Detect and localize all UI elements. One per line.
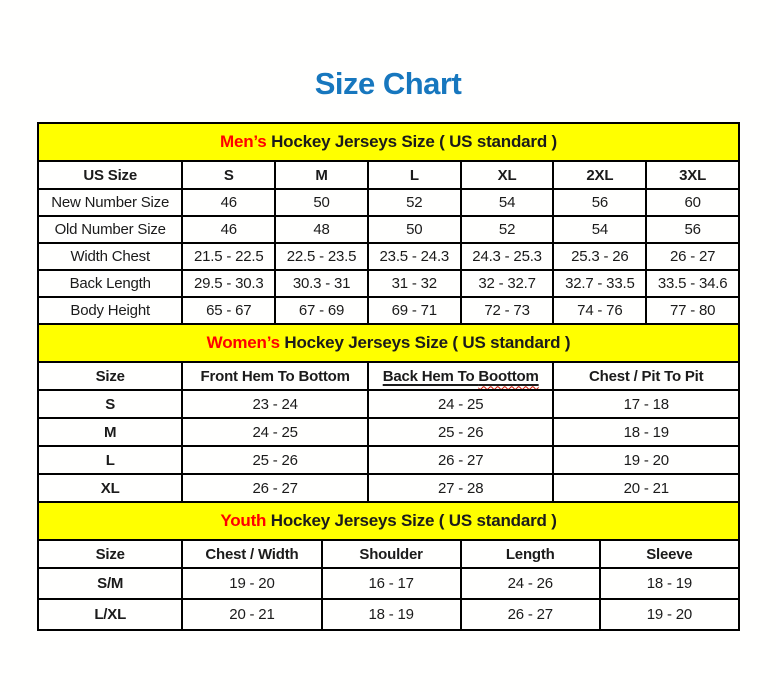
size-cell: 23 - 24 <box>182 390 368 418</box>
column-header: US Size <box>38 161 182 189</box>
size-cell: 54 <box>461 189 554 216</box>
size-cell: 54 <box>553 216 646 243</box>
column-header: XL <box>461 161 554 189</box>
table-row <box>38 418 739 446</box>
size-cell: 33.5 - 34.6 <box>646 270 739 297</box>
mens-header-row <box>38 161 739 189</box>
size-cell: 26 - 27 <box>461 599 600 630</box>
youth-size-table <box>37 501 740 631</box>
size-cell: 18 - 19 <box>553 418 739 446</box>
youth-banner-text: Hockey Jerseys Size ( US standard ) <box>266 511 557 530</box>
youth-banner <box>38 502 739 540</box>
size-cell: 32.7 - 33.5 <box>553 270 646 297</box>
column-header: Front Hem To Bottom <box>182 362 368 390</box>
size-cell: 22.5 - 23.5 <box>275 243 368 270</box>
womens-size-table <box>37 323 740 503</box>
size-cell: 29.5 - 30.3 <box>182 270 275 297</box>
back-hem-prefix: Back Hem To <box>382 367 479 385</box>
size-cell: 16 - 17 <box>322 568 461 599</box>
size-cell: 77 - 80 <box>646 297 739 324</box>
row-label: L <box>38 446 182 474</box>
size-cell: 67 - 69 <box>275 297 368 324</box>
size-cell: 17 - 18 <box>553 390 739 418</box>
row-label: New Number Size <box>38 189 182 216</box>
size-cell: 32 - 32.7 <box>461 270 554 297</box>
column-header-misspelled <box>368 362 554 390</box>
column-header: Length <box>461 540 600 568</box>
mens-banner-text: Hockey Jerseys Size ( US standard ) <box>266 132 557 151</box>
table-row <box>38 390 739 418</box>
row-label: Width Chest <box>38 243 182 270</box>
column-header: S <box>182 161 275 189</box>
column-header: Chest / Pit To Pit <box>553 362 739 390</box>
size-cell: 25.3 - 26 <box>553 243 646 270</box>
table-row <box>38 297 739 324</box>
back-hem-misspelled-word: Boottom <box>478 367 539 385</box>
table-row <box>38 270 739 297</box>
column-header: 3XL <box>646 161 739 189</box>
size-cell: 46 <box>182 189 275 216</box>
size-cell: 24.3 - 25.3 <box>461 243 554 270</box>
womens-header-row <box>38 362 739 390</box>
table-row <box>38 189 739 216</box>
mens-size-table <box>37 122 740 325</box>
size-cell: 18 - 19 <box>600 568 739 599</box>
size-cell: 21.5 - 22.5 <box>182 243 275 270</box>
table-row <box>38 243 739 270</box>
youth-banner-row <box>38 502 739 540</box>
row-label: Back Length <box>38 270 182 297</box>
row-label: M <box>38 418 182 446</box>
table-row <box>38 599 739 630</box>
size-cell: 56 <box>553 189 646 216</box>
size-cell: 48 <box>275 216 368 243</box>
youth-header-row <box>38 540 739 568</box>
table-row <box>38 474 739 502</box>
size-cell: 26 - 27 <box>182 474 368 502</box>
row-label: Body Height <box>38 297 182 324</box>
size-cell: 56 <box>646 216 739 243</box>
column-header: Shoulder <box>322 540 461 568</box>
size-cell: 27 - 28 <box>368 474 554 502</box>
size-cell: 19 - 20 <box>600 599 739 630</box>
column-header: Chest / Width <box>182 540 321 568</box>
size-cell: 26 - 27 <box>646 243 739 270</box>
row-label: XL <box>38 474 182 502</box>
mens-banner-highlight: Men’s <box>220 132 267 151</box>
row-label: S/M <box>38 568 182 599</box>
size-cell: 60 <box>646 189 739 216</box>
row-label: S <box>38 390 182 418</box>
size-cell: 19 - 20 <box>182 568 321 599</box>
column-header: Size <box>38 362 182 390</box>
size-cell: 50 <box>368 216 461 243</box>
mens-banner <box>38 123 739 161</box>
size-cell: 31 - 32 <box>368 270 461 297</box>
womens-banner-text: Hockey Jerseys Size ( US standard ) <box>279 333 571 352</box>
size-cell: 19 - 20 <box>553 446 739 474</box>
womens-banner <box>38 324 739 362</box>
size-cell: 24 - 25 <box>182 418 368 446</box>
mens-banner-row <box>38 123 739 161</box>
size-cell: 25 - 26 <box>182 446 368 474</box>
table-row <box>38 446 739 474</box>
size-cell: 20 - 21 <box>182 599 321 630</box>
size-cell: 25 - 26 <box>368 418 554 446</box>
size-cell: 26 - 27 <box>368 446 554 474</box>
size-cell: 24 - 26 <box>461 568 600 599</box>
size-cell: 46 <box>182 216 275 243</box>
size-cell: 23.5 - 24.3 <box>368 243 461 270</box>
column-header: Size <box>38 540 182 568</box>
column-header: Sleeve <box>600 540 739 568</box>
size-cell: 52 <box>368 189 461 216</box>
size-cell: 69 - 71 <box>368 297 461 324</box>
size-chart <box>37 122 740 631</box>
size-cell: 24 - 25 <box>368 390 554 418</box>
size-cell: 20 - 21 <box>553 474 739 502</box>
size-cell: 18 - 19 <box>322 599 461 630</box>
column-header: 2XL <box>553 161 646 189</box>
page-title: Size Chart <box>314 66 462 101</box>
youth-banner-highlight: Youth <box>220 511 267 530</box>
column-header: M <box>275 161 368 189</box>
size-cell: 50 <box>275 189 368 216</box>
row-label: L/XL <box>38 599 182 630</box>
size-cell: 52 <box>461 216 554 243</box>
table-row <box>38 216 739 243</box>
womens-banner-row <box>38 324 739 362</box>
size-cell: 72 - 73 <box>461 297 554 324</box>
size-cell: 74 - 76 <box>553 297 646 324</box>
size-cell: 30.3 - 31 <box>275 270 368 297</box>
womens-banner-highlight: Women’s <box>206 333 280 352</box>
size-cell: 65 - 67 <box>182 297 275 324</box>
table-row <box>38 568 739 599</box>
row-label: Old Number Size <box>38 216 182 243</box>
column-header: L <box>368 161 461 189</box>
